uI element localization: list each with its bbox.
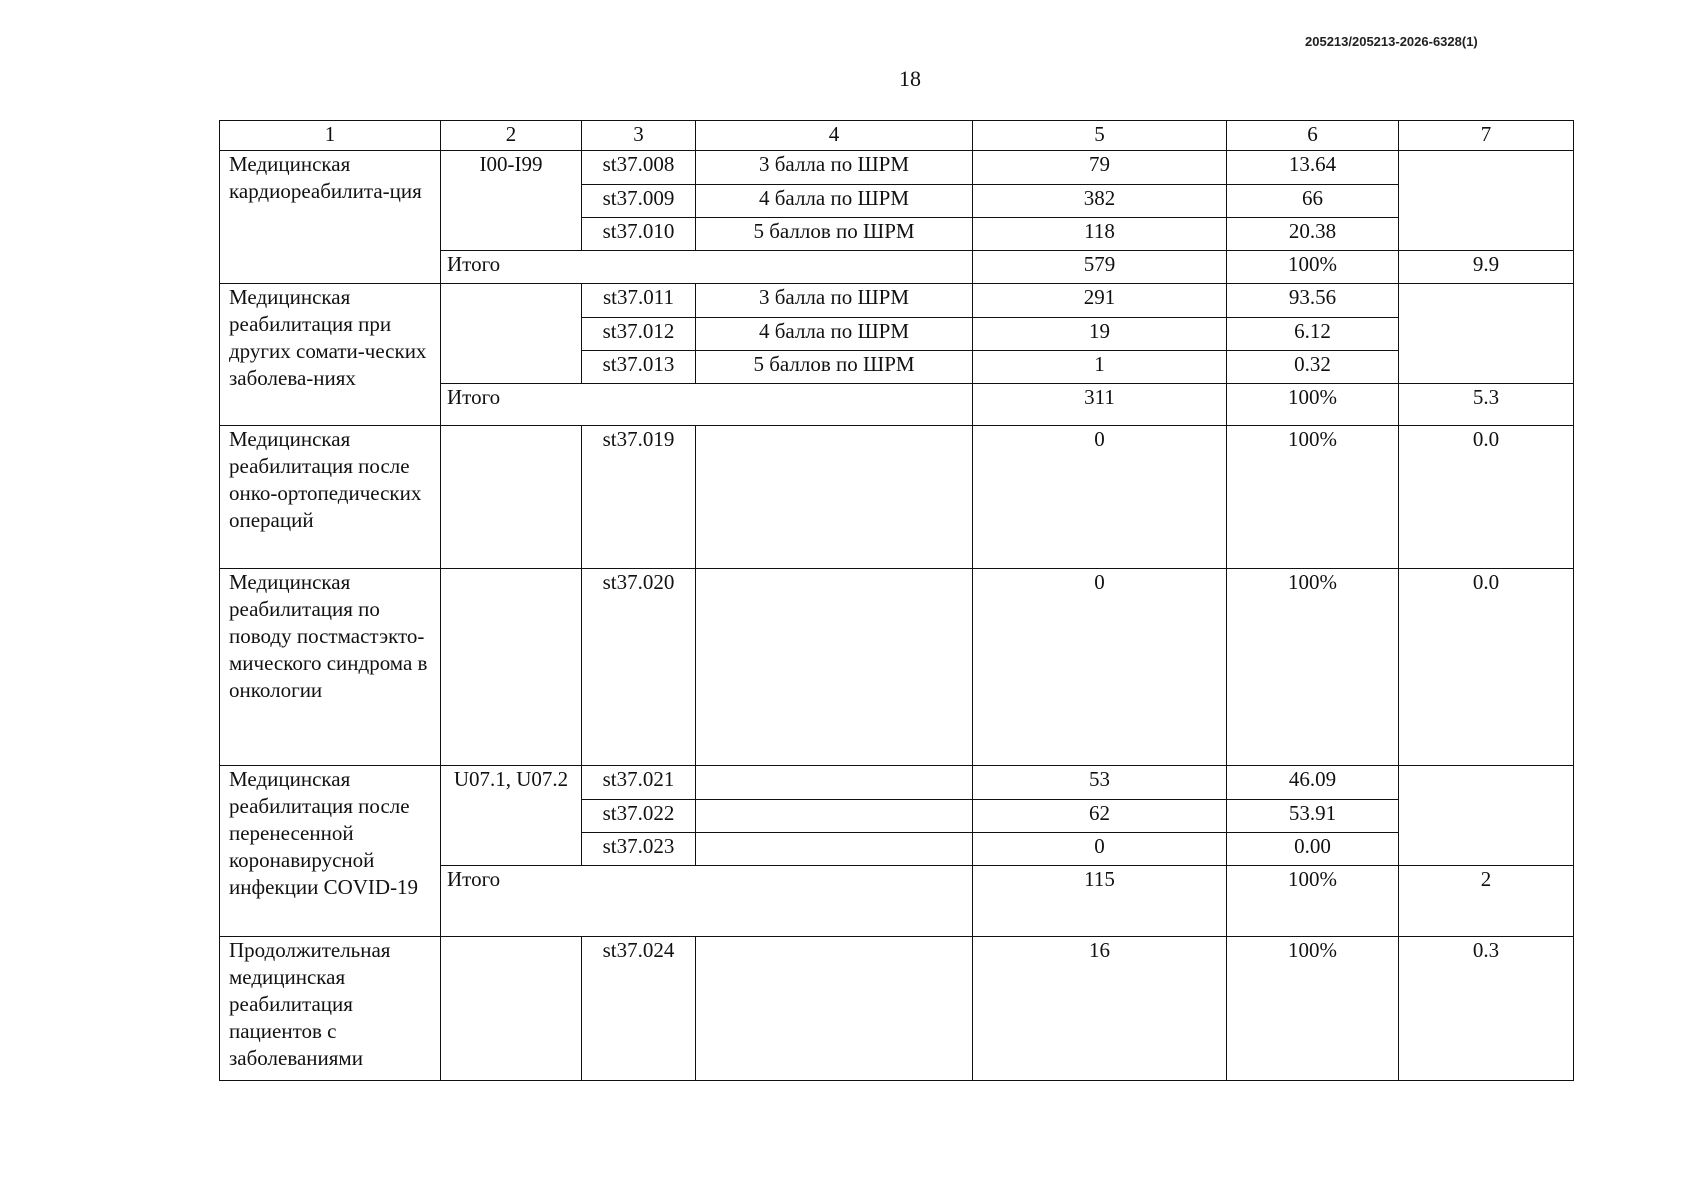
share-cell: 13.64 <box>1227 151 1399 184</box>
count-cell: 0 <box>973 832 1227 865</box>
share-cell: 20.38 <box>1227 217 1399 250</box>
column-7-cell: 9.9 <box>1399 251 1574 284</box>
column-number: 4 <box>696 121 973 151</box>
total-count-cell: 579 <box>973 251 1227 284</box>
count-cell: 382 <box>973 184 1227 217</box>
diagnosis-code-cell <box>441 284 582 384</box>
csg-code-cell: st37.020 <box>582 568 696 766</box>
empty-cell <box>1399 284 1574 384</box>
column-7-cell: 0.3 <box>1399 936 1574 1080</box>
share-cell: 46.09 <box>1227 766 1399 799</box>
total-count-cell: 115 <box>973 866 1227 937</box>
diagnosis-code-cell <box>441 936 582 1080</box>
count-cell: 62 <box>973 799 1227 832</box>
count-cell: 19 <box>973 317 1227 350</box>
total-label: Итого <box>441 251 973 284</box>
criteria-cell: 3 балла по ШРМ <box>696 284 973 317</box>
column-number: 6 <box>1227 121 1399 151</box>
criteria-cell: 3 балла по ШРМ <box>696 151 973 184</box>
csg-code-cell: st37.013 <box>582 350 696 383</box>
rehab-type-cell: Медицинская кардиореабилита-ция <box>220 151 441 284</box>
share-cell: 66 <box>1227 184 1399 217</box>
column-number: 2 <box>441 121 582 151</box>
count-cell: 0 <box>973 568 1227 766</box>
column-number: 5 <box>973 121 1227 151</box>
criteria-cell <box>696 936 973 1080</box>
count-cell: 118 <box>973 217 1227 250</box>
column-7-cell: 2 <box>1399 866 1574 937</box>
count-cell: 291 <box>973 284 1227 317</box>
share-cell: 6.12 <box>1227 317 1399 350</box>
column-number: 1 <box>220 121 441 151</box>
rehab-type-cell: Медицинская реабилитация по поводу постмастэкто-мического синдрома в онкологии <box>220 568 441 766</box>
csg-code-cell: st37.011 <box>582 284 696 317</box>
diagnosis-code-cell <box>441 568 582 766</box>
share-cell: 100% <box>1227 936 1399 1080</box>
criteria-cell <box>696 766 973 799</box>
criteria-cell <box>696 568 973 766</box>
column-7-cell: 5.3 <box>1399 384 1574 426</box>
empty-cell <box>1399 151 1574 251</box>
table-row <box>220 766 1574 799</box>
csg-code-cell: st37.010 <box>582 217 696 250</box>
csg-code-cell: st37.023 <box>582 832 696 865</box>
count-cell: 79 <box>973 151 1227 184</box>
rehab-type-cell: Медицинская реабилитация после перенесенной коронавирусной инфекции COVID-19 <box>220 766 441 936</box>
column-7-cell: 0.0 <box>1399 426 1574 568</box>
diagnosis-code-cell: U07.1, U07.2 <box>441 766 582 866</box>
column-7-cell: 0.0 <box>1399 568 1574 766</box>
total-share-cell: 100% <box>1227 251 1399 284</box>
page-number: 18 <box>899 66 921 91</box>
csg-code-cell: st37.012 <box>582 317 696 350</box>
table-row <box>220 568 1574 766</box>
column-number: 3 <box>582 121 696 151</box>
count-cell: 1 <box>973 350 1227 383</box>
criteria-cell <box>696 426 973 568</box>
criteria-cell: 5 баллов по ШРМ <box>696 350 973 383</box>
total-label: Итого <box>441 866 973 937</box>
criteria-cell: 4 балла по ШРМ <box>696 184 973 217</box>
criteria-cell <box>696 832 973 865</box>
criteria-cell: 5 баллов по ШРМ <box>696 217 973 250</box>
rehabilitation-table <box>219 120 1574 1081</box>
table-row <box>220 284 1574 317</box>
column-number: 7 <box>1399 121 1574 151</box>
rehab-type-cell: Продолжительная медицинская реабилитация пациентов с заболеваниями <box>220 936 441 1080</box>
csg-code-cell: st37.008 <box>582 151 696 184</box>
share-cell: 0.32 <box>1227 350 1399 383</box>
count-cell: 16 <box>973 936 1227 1080</box>
column-number-row <box>220 121 1574 151</box>
total-count-cell: 311 <box>973 384 1227 426</box>
table-row <box>220 936 1574 1080</box>
count-cell: 0 <box>973 426 1227 568</box>
share-cell: 93.56 <box>1227 284 1399 317</box>
csg-code-cell: st37.022 <box>582 799 696 832</box>
csg-code-cell: st37.009 <box>582 184 696 217</box>
share-cell: 0.00 <box>1227 832 1399 865</box>
table-row <box>220 426 1574 568</box>
total-share-cell: 100% <box>1227 866 1399 937</box>
diagnosis-code-cell <box>441 426 582 568</box>
criteria-cell: 4 балла по ШРМ <box>696 317 973 350</box>
csg-code-cell: st37.021 <box>582 766 696 799</box>
total-share-cell: 100% <box>1227 384 1399 426</box>
count-cell: 53 <box>973 766 1227 799</box>
csg-code-cell: st37.019 <box>582 426 696 568</box>
rehab-type-cell: Медицинская реабилитация при других сомати-ческих заболева-ниях <box>220 284 441 426</box>
table-row <box>220 151 1574 184</box>
diagnosis-code-cell: I00-I99 <box>441 151 582 251</box>
rehab-type-cell: Медицинская реабилитация после онко-ортопедических операций <box>220 426 441 568</box>
share-cell: 100% <box>1227 426 1399 568</box>
document-id: 205213/205213-2026-6328(1) <box>1305 34 1478 49</box>
criteria-cell <box>696 799 973 832</box>
total-label: Итого <box>441 384 973 426</box>
empty-cell <box>1399 766 1574 866</box>
csg-code-cell: st37.024 <box>582 936 696 1080</box>
share-cell: 100% <box>1227 568 1399 766</box>
share-cell: 53.91 <box>1227 799 1399 832</box>
